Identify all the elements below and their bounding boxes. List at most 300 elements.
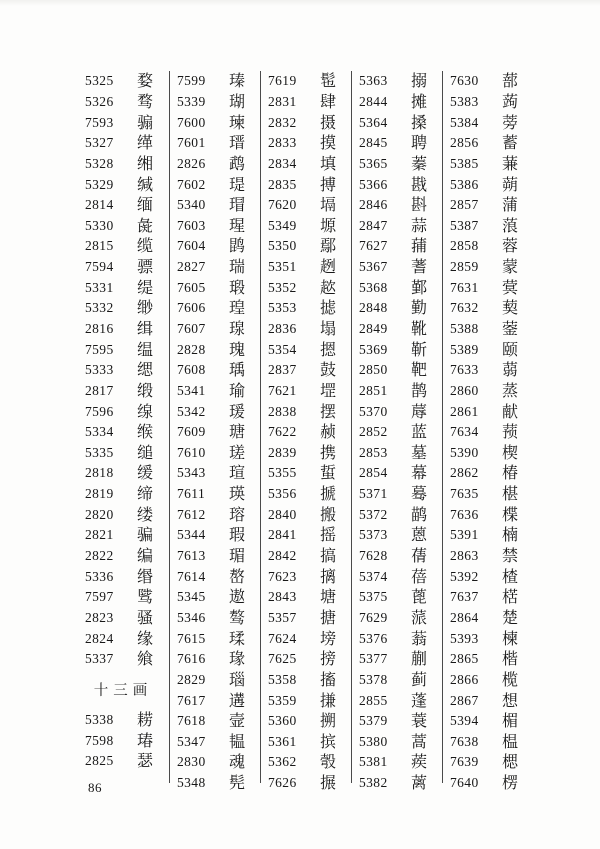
entry-character: 瑂: [229, 546, 246, 566]
entry-character: 蓉: [502, 236, 519, 256]
index-entry: [450, 546, 533, 567]
entry-code: 7625: [268, 651, 297, 667]
entry-character: 髡: [229, 773, 246, 793]
entry-character: 瑨: [229, 133, 246, 153]
entry-code: 2845: [359, 135, 388, 151]
entry-character: 蓐: [411, 401, 428, 421]
entry-code: 2857: [450, 197, 479, 213]
index-entry: [450, 298, 533, 319]
entry-character: 瑛: [229, 484, 246, 504]
entry-code: 7599: [177, 73, 206, 89]
entry-character: 瑅: [229, 174, 246, 194]
entry-code: 7616: [177, 651, 206, 667]
index-entry: [450, 732, 533, 753]
entry-character: 缌: [137, 360, 154, 380]
entry-code: 7634: [450, 424, 479, 440]
entry-code: 2817: [85, 382, 114, 398]
index-entry: [268, 422, 351, 443]
index-entry: [177, 195, 260, 216]
entry-code: 7614: [177, 568, 206, 584]
index-entry: [359, 608, 442, 629]
entry-character: 椿: [502, 463, 519, 483]
entry-character: 靳: [411, 339, 428, 359]
entry-code: 5345: [177, 589, 206, 605]
entry-code: 2831: [268, 93, 297, 109]
entry-code: 5367: [359, 259, 388, 275]
index-entry: [85, 401, 169, 422]
entry-code: 5329: [85, 176, 114, 192]
index-entry: [85, 319, 169, 340]
entry-character: 缐: [137, 401, 154, 421]
entry-character: 壸: [229, 711, 246, 731]
index-entry: [359, 401, 442, 422]
index-entry: [177, 546, 260, 567]
entry-code: 7600: [177, 114, 206, 130]
entry-character: 嶅: [229, 566, 246, 586]
entry-code: 2851: [359, 382, 388, 398]
entry-code: 5340: [177, 197, 206, 213]
entry-code: 7635: [450, 486, 479, 502]
index-entry: [268, 133, 351, 154]
entry-code: 5349: [268, 217, 297, 233]
index-entry: [85, 360, 169, 381]
entry-character: 瑚: [229, 91, 246, 111]
entry-code: 5370: [359, 403, 388, 419]
index-entry: [85, 381, 169, 402]
index-entry: [268, 525, 351, 546]
entry-character: 楚: [502, 607, 519, 627]
index-column: [351, 71, 442, 793]
entry-character: 搋: [320, 484, 337, 504]
index-entry: [359, 504, 442, 525]
entry-character: 缅: [137, 195, 154, 215]
index-entry: [450, 195, 533, 216]
entry-code: 7638: [450, 733, 479, 749]
index-entry: [450, 277, 533, 298]
entry-character: 搬: [320, 504, 337, 524]
index-entry: [85, 608, 169, 629]
entry-code: 5393: [450, 630, 479, 646]
index-entry: [450, 319, 533, 340]
index-entry: [268, 236, 351, 257]
entry-code: 5382: [359, 775, 388, 791]
index-entry: [85, 92, 169, 113]
entry-character: 幕: [411, 463, 428, 483]
index-entry: [177, 401, 260, 422]
index-entry: [450, 711, 533, 732]
index-entry: [177, 236, 260, 257]
entry-code: 7636: [450, 506, 479, 522]
entry-character: 摈: [320, 731, 337, 751]
entry-character: 缓: [137, 463, 154, 483]
entry-character: 瑖: [229, 277, 246, 297]
entry-character: 鹊: [411, 380, 428, 400]
index-entry: [450, 92, 533, 113]
entry-character: 蒿: [411, 731, 428, 751]
entry-character: 蓝: [411, 422, 428, 442]
entry-character: 蒜: [411, 215, 428, 235]
index-entry: [177, 484, 260, 505]
entry-character: 搒: [320, 649, 337, 669]
entry-code: 5371: [359, 486, 388, 502]
entry-code: 5355: [268, 465, 297, 481]
entry-character: 遘: [229, 690, 246, 710]
entry-character: 彀: [320, 752, 337, 772]
entry-character: 骛: [137, 91, 154, 111]
entry-code: 5359: [268, 692, 297, 708]
entry-character: 楂: [502, 566, 519, 586]
entry-code: 5357: [268, 609, 297, 625]
entry-character: 椹: [502, 484, 519, 504]
index-entry: [85, 422, 169, 443]
entry-character: 搛: [320, 690, 337, 710]
entry-character: 想: [502, 690, 519, 710]
entry-code: 5392: [450, 568, 479, 584]
entry-character: 蓊: [411, 628, 428, 648]
index-entry: [450, 112, 533, 133]
index-entry: [268, 773, 351, 794]
entry-code: 2849: [359, 321, 388, 336]
entry-character: 蓑: [411, 711, 428, 731]
entry-character: 蒴: [502, 174, 519, 194]
entry-code: 5374: [359, 568, 388, 584]
index-entry: [268, 401, 351, 422]
entry-character: 蔀: [502, 71, 519, 91]
entry-character: 蓁: [411, 153, 428, 173]
entry-code: 2835: [268, 176, 297, 192]
entry-code: 2818: [85, 465, 114, 481]
entry-character: 缕: [137, 504, 154, 524]
entry-character: 缑: [137, 422, 154, 442]
entry-code: 5360: [268, 713, 297, 729]
entry-code: 5389: [450, 341, 479, 357]
entry-code: 2821: [85, 527, 114, 543]
entry-character: 摅: [320, 298, 337, 318]
entry-code: 7610: [177, 444, 206, 460]
entry-code: 2840: [268, 506, 297, 522]
entry-character: 斟: [411, 195, 428, 215]
entry-code: 7617: [177, 692, 206, 708]
index-entry: [177, 133, 260, 154]
entry-code: 7620: [268, 197, 297, 213]
index-entry: [177, 381, 260, 402]
entry-character: 缘: [137, 628, 154, 648]
entry-code: 5343: [177, 465, 206, 481]
entry-character: 缎: [137, 380, 154, 400]
index-entry: [268, 463, 351, 484]
entry-character: 骜: [229, 607, 246, 627]
index-entry: [85, 463, 169, 484]
entry-character: 塘: [320, 587, 337, 607]
entry-character: 蓓: [411, 566, 428, 586]
index-entry: [450, 504, 533, 525]
entry-character: 蒲: [502, 195, 519, 215]
entry-character: 填: [320, 153, 337, 173]
entry-character: 搌: [320, 773, 337, 793]
entry-character: 缈: [137, 298, 154, 318]
entry-character: 瑜: [229, 380, 246, 400]
index-entry: [450, 443, 533, 464]
entry-code: 7615: [177, 630, 206, 646]
index-entry: [359, 195, 442, 216]
entry-code: 7595: [85, 341, 114, 357]
index-column: [169, 71, 260, 793]
entry-character: 瑓: [229, 112, 246, 132]
entry-code: 5365: [359, 155, 388, 171]
index-entry: [85, 298, 169, 319]
entry-code: 7608: [177, 362, 206, 378]
entry-character: 瑑: [229, 649, 246, 669]
entry-code: 5376: [359, 630, 388, 646]
entry-code: 7633: [450, 362, 479, 378]
entry-code: 2865: [450, 651, 479, 667]
entry-code: 2833: [268, 135, 297, 151]
index-entry: [268, 690, 351, 711]
index-entry: [450, 422, 533, 443]
entry-character: 蒱: [411, 236, 428, 256]
entry-code: 2822: [85, 548, 114, 564]
entry-character: 蓖: [411, 587, 428, 607]
entry-character: 耢: [137, 709, 154, 729]
entry-code: 5332: [85, 300, 114, 316]
entry-code: 7632: [450, 300, 479, 316]
entry-code: 7612: [177, 506, 206, 522]
entry-code: 7613: [177, 548, 206, 564]
entry-code: 2836: [268, 321, 297, 336]
index-entry: [85, 484, 169, 505]
entry-character: 塥: [320, 195, 337, 215]
entry-code: 7594: [85, 259, 114, 275]
entry-code: 5342: [177, 403, 206, 419]
entry-code: 5331: [85, 279, 114, 295]
entry-code: 2826: [177, 155, 206, 171]
entry-character: 飨: [137, 649, 154, 669]
entry-character: 献: [502, 401, 519, 421]
entry-code: 5337: [85, 651, 114, 667]
entry-character: 编: [137, 546, 154, 566]
entry-character: 缂: [137, 133, 154, 153]
index-entry: [359, 463, 442, 484]
index-entry: [268, 381, 351, 402]
entry-character: 瑧: [229, 71, 246, 91]
entry-character: 蓬: [411, 690, 428, 710]
entry-character: 蓄: [502, 133, 519, 153]
entry-character: 瑭: [229, 422, 246, 442]
entry-character: 蒎: [411, 607, 428, 627]
entry-character: 瑀: [229, 360, 246, 380]
index-entry: [359, 133, 442, 154]
index-entry: [177, 628, 260, 649]
index-entry: [85, 546, 169, 567]
entry-character: 楛: [502, 587, 519, 607]
index-entry: [268, 319, 351, 340]
index-entry: [268, 257, 351, 278]
index-entry: [268, 298, 351, 319]
entry-code: 2843: [268, 589, 297, 605]
entry-character: 肆: [320, 91, 337, 111]
index-entry: [359, 277, 442, 298]
index-entry: [268, 360, 351, 381]
entry-code: 5334: [85, 424, 114, 440]
entry-code: 7606: [177, 300, 206, 316]
index-entry: [177, 732, 260, 753]
index-entry: [85, 525, 169, 546]
index-entry: [359, 690, 442, 711]
index-entry: [268, 484, 351, 505]
index-entry: [85, 112, 169, 133]
entry-character: 缔: [137, 484, 154, 504]
entry-code: 7626: [268, 775, 297, 791]
entry-character: 蓥: [502, 319, 519, 338]
entry-code: 5380: [359, 733, 388, 749]
entry-code: 5361: [268, 733, 297, 749]
entry-code: 7637: [450, 589, 479, 605]
index-entry: [268, 71, 351, 92]
entry-code: 2841: [268, 527, 297, 543]
entry-character: 蓣: [502, 422, 519, 442]
index-entry: [85, 710, 169, 731]
entry-character: 楞: [502, 773, 519, 793]
entry-character: 鄢: [320, 236, 337, 256]
index-entry: [177, 277, 260, 298]
entry-character: 摄: [320, 112, 337, 132]
entry-character: 骗: [137, 525, 154, 545]
entry-character: 趑: [320, 277, 337, 297]
index-entry: [177, 752, 260, 773]
index-entry: [177, 360, 260, 381]
index-entry: [268, 174, 351, 195]
entry-code: 7624: [268, 630, 297, 646]
entry-code: 7639: [450, 754, 479, 770]
entry-character: 摊: [411, 91, 428, 111]
entry-code: 7605: [177, 279, 206, 295]
entry-character: 榄: [502, 669, 519, 689]
index-entry: [450, 628, 533, 649]
entry-code: 2825: [85, 753, 114, 769]
entry-character: 瑙: [229, 669, 246, 689]
entry-code: 2844: [359, 93, 388, 109]
index-entry: [268, 92, 351, 113]
index-entry: [450, 484, 533, 505]
entry-character: 楠: [502, 525, 519, 545]
entry-character: 骘: [137, 587, 154, 607]
index-entry: [177, 298, 260, 319]
index-entry: [359, 484, 442, 505]
entry-character: 瑃: [137, 730, 154, 750]
entry-code: 2830: [177, 754, 206, 770]
entry-code: 2853: [359, 444, 388, 460]
entry-character: 搠: [320, 711, 337, 731]
entry-code: 5351: [268, 259, 297, 275]
entry-code: 7604: [177, 238, 206, 254]
entry-code: 5387: [450, 217, 479, 233]
index-entry: [268, 546, 351, 567]
entry-code: 2816: [85, 321, 114, 336]
index-entry: [450, 236, 533, 257]
index-entry: [177, 319, 260, 340]
entry-character: 蓟: [411, 669, 428, 689]
entry-character: 塝: [320, 628, 337, 648]
entry-code: 2819: [85, 486, 114, 502]
entry-code: 5364: [359, 114, 388, 130]
entry-code: 5388: [450, 321, 479, 336]
entry-code: 2832: [268, 114, 297, 130]
index-entry: [359, 773, 442, 794]
index-entry: [177, 504, 260, 525]
entry-code: 7630: [450, 73, 479, 89]
index-entry: [359, 649, 442, 670]
index-entry: [177, 690, 260, 711]
index-entry: [450, 690, 533, 711]
entry-character: 蒗: [502, 215, 519, 235]
entry-code: 2861: [450, 403, 479, 419]
entry-character: 瑆: [229, 215, 246, 235]
entry-character: 楣: [502, 711, 519, 731]
entry-character: 瑗: [229, 401, 246, 421]
entry-code: 5325: [85, 73, 114, 89]
index-entry: [359, 566, 442, 587]
index-entry: [177, 215, 260, 236]
index-entry: [268, 504, 351, 525]
entry-character: 蜇: [320, 463, 337, 483]
entry-character: 榅: [502, 731, 519, 751]
entry-code: 5354: [268, 341, 297, 357]
entry-character: 缄: [137, 174, 154, 194]
index-entry: [85, 257, 169, 278]
entry-code: 5339: [177, 93, 206, 109]
entry-character: 搞: [320, 546, 337, 566]
index-entry: [450, 360, 533, 381]
entry-character: 蒺: [411, 752, 428, 772]
entry-code: 5377: [359, 651, 388, 667]
index-entry: [268, 608, 351, 629]
index-entry: [359, 215, 442, 236]
index-column: [260, 71, 351, 793]
index-entry: [85, 443, 169, 464]
entry-code: 2828: [177, 341, 206, 357]
entry-code: 5378: [359, 671, 388, 687]
entry-character: 髢: [320, 71, 337, 91]
entry-character: 鄞: [411, 277, 428, 297]
entry-code: 7601: [177, 135, 206, 151]
entry-character: 缃: [137, 153, 154, 173]
index-entry: [177, 711, 260, 732]
entry-character: 瑕: [229, 525, 246, 545]
index-entry: [268, 339, 351, 360]
entry-character: 塌: [320, 319, 337, 338]
entry-code: 5363: [359, 73, 388, 89]
entry-character: 瑈: [229, 628, 246, 648]
entry-code: 5341: [177, 382, 206, 398]
entry-code: 2839: [268, 444, 297, 460]
entry-character: 塬: [320, 215, 337, 235]
index-entry: [85, 628, 169, 649]
index-entry: [177, 71, 260, 92]
index-entry: [177, 587, 260, 608]
entry-character: 缊: [137, 339, 154, 359]
entry-character: 勤: [411, 298, 428, 318]
index-entry: [359, 298, 442, 319]
index-entry: [450, 773, 533, 794]
entry-code: 2855: [359, 692, 388, 708]
entry-code: 7602: [177, 176, 206, 192]
entry-code: 5373: [359, 527, 388, 543]
entry-code: 2862: [450, 465, 479, 481]
entry-character: 蒻: [502, 360, 519, 380]
entry-character: 瑁: [229, 195, 246, 215]
index-entry: [359, 154, 442, 175]
entry-character: 骠: [137, 257, 154, 277]
